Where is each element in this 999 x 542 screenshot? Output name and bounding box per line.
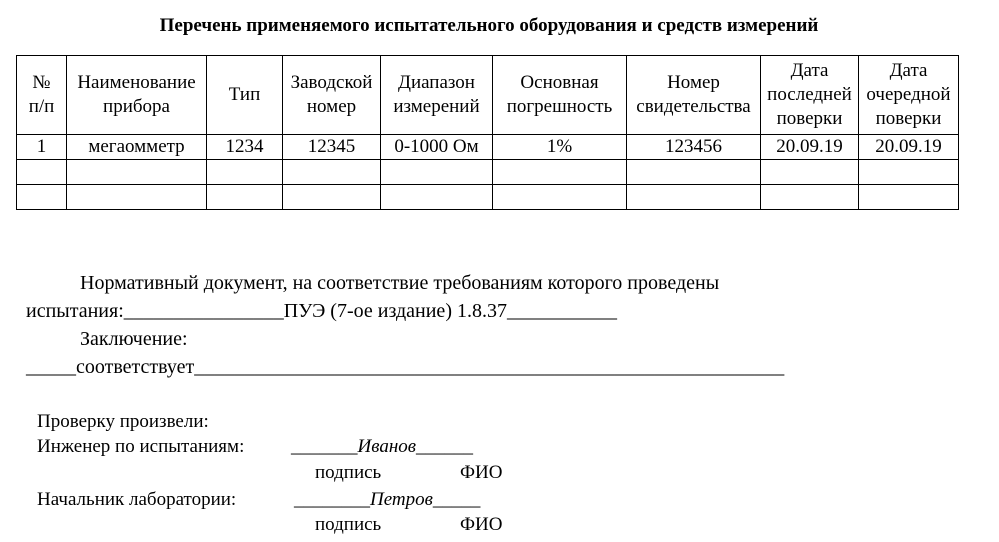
cell-serial-number (283, 185, 381, 210)
equipment-table (16, 55, 959, 210)
cell-type (207, 160, 283, 185)
header-type: Тип (207, 56, 283, 135)
header-measurement-range: Диапазон измерений (381, 56, 493, 135)
cell-serial-number: 12345 (283, 135, 381, 160)
normative-line-1: Нормативный документ, на соответствие требованиям которого проведены (80, 272, 720, 294)
normative-blank-before: ________________ (123, 300, 284, 322)
document-title: Перечень применяемого испытательного оборудования и средств измерений (159, 15, 819, 36)
chief-blank-before: ________ (294, 489, 370, 510)
cell-certificate-number (627, 160, 761, 185)
conclusion-blank-after: ___________________________________________________________ (194, 356, 785, 378)
cell-number: 1 (17, 135, 67, 160)
chief-blank-after: _____ (432, 489, 481, 510)
table-row (17, 160, 959, 185)
signatures-heading: Проверку произвели: (37, 411, 209, 432)
cell-basic-error (493, 160, 627, 185)
cell-device-name (67, 185, 207, 210)
header-certificate-number: Номер свидетельства (627, 56, 761, 135)
header-number: № п/п (17, 56, 67, 135)
engineer-name: Иванов (357, 436, 417, 457)
cell-measurement-range: 0-1000 Ом (381, 135, 493, 160)
chief-fio-caption: ФИО (460, 514, 503, 535)
header-next-verification-date: Дата очередной поверки (859, 56, 959, 135)
conclusion-label: Заключение: (80, 328, 188, 350)
cell-device-name: мегаомметр (67, 135, 207, 160)
cell-type (207, 185, 283, 210)
cell-number (17, 160, 67, 185)
cell-next-verification-date: 20.09.19 (859, 135, 959, 160)
cell-basic-error: 1% (493, 135, 627, 160)
cell-measurement-range (381, 185, 493, 210)
cell-device-name (67, 160, 207, 185)
engineer-sign-caption: подпись (315, 462, 382, 483)
cell-serial-number (283, 160, 381, 185)
cell-last-verification-date (761, 160, 859, 185)
cell-type: 1234 (207, 135, 283, 160)
cell-last-verification-date (761, 185, 859, 210)
normative-line-2 (26, 298, 617, 324)
chief-name: Петров (370, 489, 433, 510)
conclusion-value: соответствует (76, 356, 195, 378)
cell-next-verification-date (859, 185, 959, 210)
header-last-verification-date: Дата последней поверки (761, 56, 859, 135)
cell-last-verification-date: 20.09.19 (761, 135, 859, 160)
chief-role: Начальник лаборатории: (37, 489, 237, 510)
chief-signature-line (294, 488, 480, 512)
cell-basic-error (493, 185, 627, 210)
engineer-role: Инженер по испытаниям: (37, 436, 245, 457)
engineer-fio-caption: ФИО (460, 462, 503, 483)
cell-measurement-range (381, 160, 493, 185)
engineer-signature-line (291, 435, 473, 459)
header-serial-number: Заводской номер (283, 56, 381, 135)
table-row (17, 135, 959, 160)
normative-blank-after: ___________ (506, 300, 617, 322)
table-header-row (17, 56, 959, 135)
cell-number (17, 185, 67, 210)
conclusion-line (26, 354, 784, 380)
normative-value: ПУЭ (7-ое издание) 1.8.37 (283, 300, 507, 322)
normative-label: испытания: (26, 300, 124, 322)
table-row (17, 185, 959, 210)
chief-sign-caption: подпись (315, 514, 382, 535)
conclusion-blank-before: _____ (26, 356, 76, 378)
header-device-name: Наименование прибора (67, 56, 207, 135)
cell-certificate-number: 123456 (627, 135, 761, 160)
header-basic-error: Основная погрешность (493, 56, 627, 135)
cell-next-verification-date (859, 160, 959, 185)
engineer-blank-before: _______ (291, 436, 358, 457)
engineer-blank-after: ______ (416, 436, 474, 457)
cell-certificate-number (627, 185, 761, 210)
